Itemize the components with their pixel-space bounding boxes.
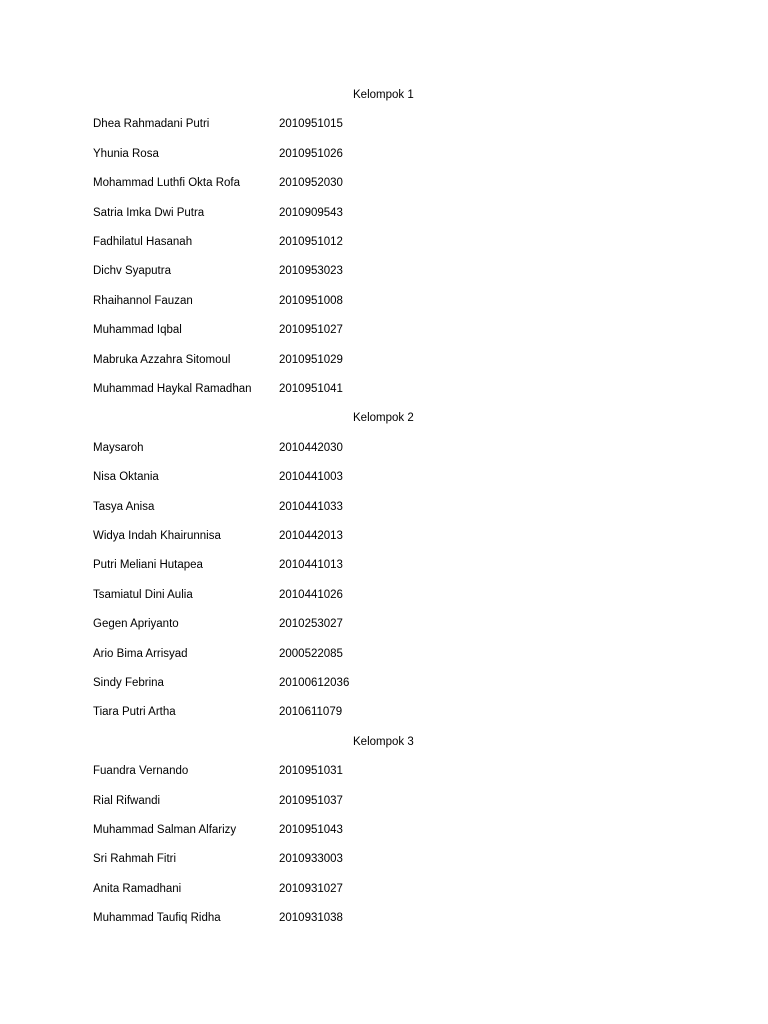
member-name: Rhaihannol Fauzan (93, 294, 193, 307)
member-id: 20100612036 (279, 677, 350, 689)
member-name: Rial Rifwandi (93, 794, 161, 807)
member-name: Tiara Putri Artha (93, 706, 176, 719)
member-name: Nisa Oktania (93, 471, 159, 484)
member-row (0, 791, 768, 811)
member-row (0, 908, 768, 928)
member-name: Tasya Anisa (93, 500, 155, 513)
member-name: Muhammad Iqbal (93, 324, 182, 337)
member-name: Satria Imka Dwi Putra (93, 206, 205, 219)
member-id: 2010951031 (279, 765, 343, 778)
member-row (0, 497, 768, 517)
group-heading: Kelompok 2 (353, 412, 414, 425)
member-row (0, 173, 768, 193)
member-row (0, 820, 768, 840)
member-name: Putri Meliani Hutapea (93, 559, 203, 572)
group-heading-row (0, 732, 768, 752)
member-id: 2010253027 (279, 618, 343, 631)
member-row (0, 232, 768, 252)
member-id: 2010951027 (279, 324, 343, 337)
member-id: 2010951041 (279, 383, 343, 395)
member-id: 2010951015 (279, 118, 343, 131)
member-row (0, 614, 768, 634)
member-name: Sri Rahmah Fitri (93, 853, 177, 866)
member-row (0, 438, 768, 458)
member-name: Ario Bima Arrisyad (93, 647, 188, 660)
member-id: 2010952030 (279, 177, 343, 190)
member-id: 2010931038 (279, 912, 343, 925)
member-name: Fadhilatul Hasanah (93, 236, 193, 248)
member-row (0, 467, 768, 487)
member-row (0, 114, 768, 134)
member-id: 2010933003 (279, 853, 343, 866)
member-name: Muhammad Haykal Ramadhan (93, 383, 252, 395)
member-row (0, 585, 768, 605)
member-row (0, 526, 768, 546)
member-row (0, 144, 768, 164)
member-name: Muhammad Salman Alfarizy (93, 824, 237, 836)
member-name: Mohammad Luthfi Okta Rofa (93, 177, 241, 190)
member-name: Anita Ramadhani (93, 882, 182, 895)
member-name: Maysaroh (93, 441, 144, 454)
member-row (0, 320, 768, 340)
member-id: 2010441033 (279, 500, 343, 513)
member-name: Tsamiatul Dini Aulia (93, 588, 193, 601)
group-heading: Kelompok 3 (353, 735, 414, 748)
member-id: 2010442030 (279, 441, 343, 454)
member-id: 2010951026 (279, 147, 343, 160)
member-row (0, 702, 768, 722)
member-name: Dichv Syaputra (93, 265, 171, 278)
member-row (0, 644, 768, 664)
member-id: 2010951029 (279, 353, 343, 366)
group-heading-row (0, 408, 768, 428)
member-id: 2010951008 (279, 294, 343, 307)
member-name: Gegen Apriyanto (93, 618, 179, 631)
member-row (0, 203, 768, 223)
member-row (0, 673, 768, 693)
member-row (0, 291, 768, 311)
member-row (0, 261, 768, 281)
member-name: Yhunia Rosa (93, 147, 159, 160)
member-id: 2010441003 (279, 471, 343, 484)
member-id: 2010951037 (279, 794, 343, 807)
member-row (0, 761, 768, 781)
member-id: 2010441026 (279, 588, 343, 601)
group-heading-row (0, 85, 768, 105)
group-heading: Kelompok 1 (353, 89, 414, 101)
member-id: 2010931027 (279, 882, 343, 895)
member-id: 2010611079 (279, 706, 343, 719)
member-row (0, 849, 768, 869)
member-id: 2010909543 (279, 206, 343, 219)
member-name: Muhammad Taufiq Ridha (93, 912, 221, 925)
member-row (0, 555, 768, 575)
member-name: Mabruka Azzahra Sitomoul (93, 353, 231, 366)
member-id: 2010951012 (279, 236, 343, 248)
member-row (0, 379, 768, 399)
member-row (0, 350, 768, 370)
member-name: Fuandra Vernando (93, 765, 189, 778)
member-name: Widya Indah Khairunnisa (93, 530, 221, 542)
member-row (0, 879, 768, 899)
member-id: 2010441013 (279, 559, 343, 572)
member-name: Sindy Febrina (93, 677, 164, 689)
member-id: 2000522085 (279, 647, 343, 660)
member-id: 2010953023 (279, 265, 343, 278)
member-name: Dhea Rahmadani Putri (93, 118, 210, 131)
member-id: 2010442013 (279, 530, 343, 542)
member-id: 2010951043 (279, 824, 343, 836)
